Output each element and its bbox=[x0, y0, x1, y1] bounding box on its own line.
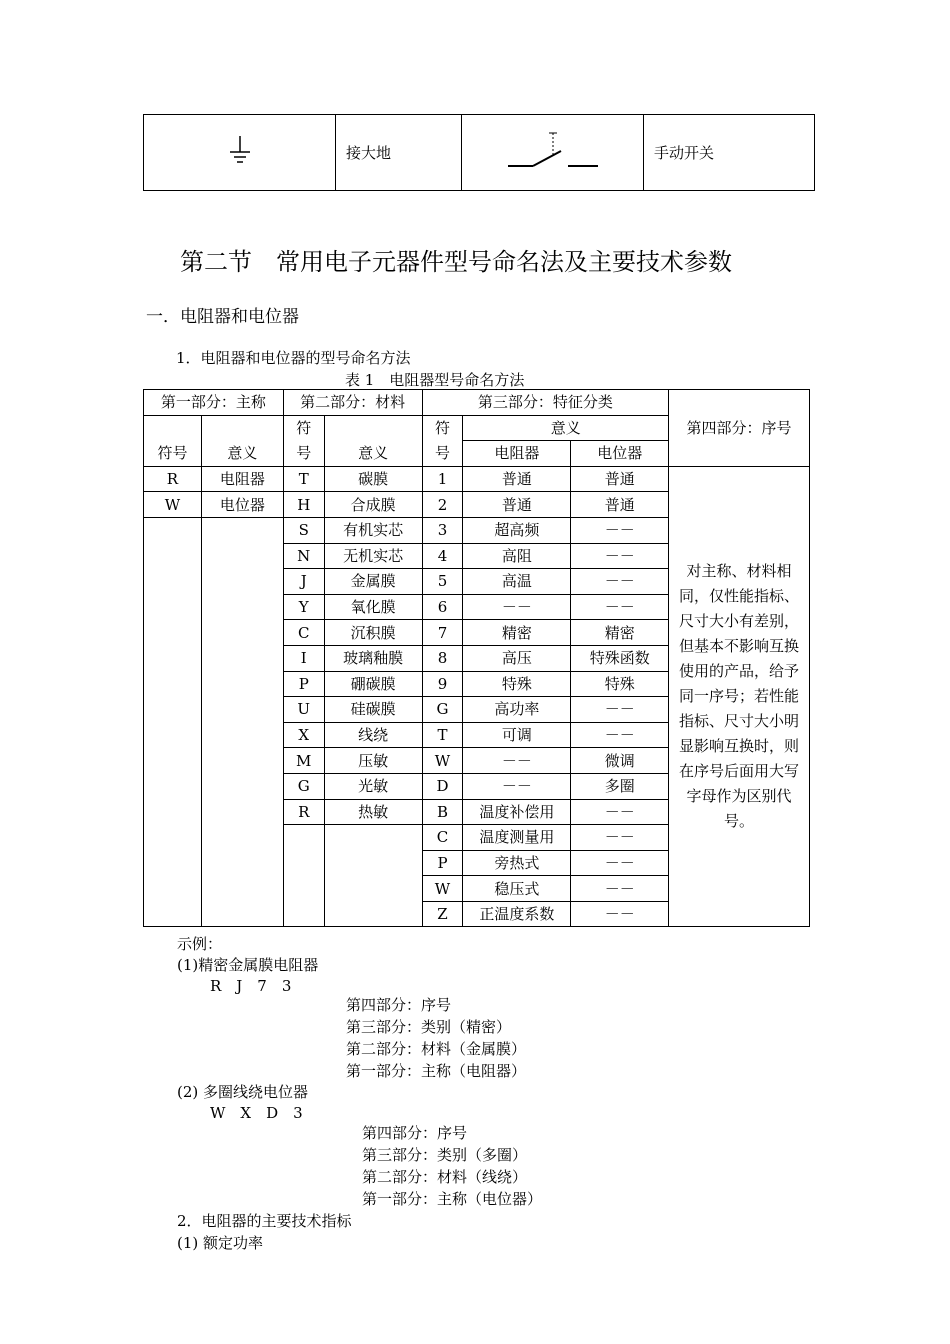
example2-line: 第二部分：材料（线绕） bbox=[362, 1168, 528, 1186]
p2-symbol: H bbox=[283, 492, 324, 518]
p2-meaning: 金属膜 bbox=[324, 569, 422, 595]
p3-potentiometer: 普通 bbox=[571, 492, 669, 518]
p2-symbol: I bbox=[283, 645, 324, 671]
p3-symbol: C bbox=[422, 825, 463, 851]
example2-line: 第四部分：序号 bbox=[362, 1124, 468, 1142]
part4-header: 第四部分：序号 bbox=[669, 390, 810, 467]
ground-symbol-cell bbox=[144, 115, 336, 191]
p2-symbol: U bbox=[283, 697, 324, 723]
p3-potentiometer: －－ bbox=[571, 799, 669, 825]
p2-meaning: 热敏 bbox=[324, 799, 422, 825]
p3-potentiometer: －－ bbox=[571, 569, 669, 595]
p3-resistor: 正温度系数 bbox=[463, 901, 571, 927]
p3-potentiometer: －－ bbox=[571, 594, 669, 620]
p3-resistor: 高压 bbox=[463, 645, 571, 671]
p3-resistor: 可调 bbox=[463, 722, 571, 748]
p2-symbol: Y bbox=[283, 594, 324, 620]
example1-line: 第三部分：类别（精密） bbox=[346, 1018, 512, 1036]
p3-resistor: 精密 bbox=[463, 620, 571, 646]
p3-potentiometer: －－ bbox=[571, 901, 669, 927]
p2-meaning: 合成膜 bbox=[324, 492, 422, 518]
p3-symbol: D bbox=[422, 773, 463, 799]
example2-line: 第三部分：类别（多圈） bbox=[362, 1146, 528, 1164]
p2-symbol: M bbox=[283, 748, 324, 774]
p3-symbol: 7 bbox=[422, 620, 463, 646]
p3-symbol: W bbox=[422, 876, 463, 902]
manual-switch-icon bbox=[503, 129, 603, 173]
section-title: 第二节 常用电子元器件型号命名法及主要技术参数 bbox=[180, 248, 732, 276]
p3-resistor: 旁热式 bbox=[463, 850, 571, 876]
part3-header: 第三部分：特征分类 bbox=[422, 390, 669, 416]
heading-resistors: 一．电阻器和电位器 bbox=[146, 307, 299, 327]
p1-symbol: R bbox=[144, 466, 202, 492]
p3-symbol: 5 bbox=[422, 569, 463, 595]
p3-potentiometer: －－ bbox=[571, 722, 669, 748]
p2-symbol: T bbox=[283, 466, 324, 492]
p3-potentiometer: －－ bbox=[571, 876, 669, 902]
p2-symbol: X bbox=[283, 722, 324, 748]
p3-symbol: B bbox=[422, 799, 463, 825]
p3-symbol: 2 bbox=[422, 492, 463, 518]
potentiometer-header: 电位器 bbox=[571, 441, 669, 467]
p3-symbol: W bbox=[422, 748, 463, 774]
meaning-header: 意义 bbox=[201, 441, 283, 467]
switch-label: 手动开关 bbox=[644, 115, 815, 191]
symbol-header: 符号 bbox=[144, 441, 202, 467]
p3-symbol: Z bbox=[422, 901, 463, 927]
p3-resistor: 高功率 bbox=[463, 697, 571, 723]
symbol-table bbox=[143, 114, 815, 191]
p3-resistor: －－ bbox=[463, 773, 571, 799]
p2-meaning: 无机实芯 bbox=[324, 543, 422, 569]
p1-meaning: 电阻器 bbox=[201, 466, 283, 492]
p3-resistor: －－ bbox=[463, 594, 571, 620]
meaning-header: 意义 bbox=[324, 441, 422, 467]
switch-symbol-cell bbox=[462, 115, 644, 191]
p3-symbol: 4 bbox=[422, 543, 463, 569]
p2-meaning: 碳膜 bbox=[324, 466, 422, 492]
example1-code: R J 7 3 bbox=[210, 977, 292, 995]
example1-title: (1)精密金属膜电阻器 bbox=[177, 956, 319, 974]
table-caption: 表 1 电阻器型号命名方法 bbox=[345, 371, 525, 389]
blank bbox=[324, 415, 422, 441]
p3-resistor: 特殊 bbox=[463, 671, 571, 697]
naming-table bbox=[143, 389, 810, 927]
p3-potentiometer: 多圈 bbox=[571, 773, 669, 799]
p1-symbol: W bbox=[144, 492, 202, 518]
p2-meaning: 光敏 bbox=[324, 773, 422, 799]
p1-empty bbox=[201, 517, 283, 927]
p3-potentiometer: －－ bbox=[571, 697, 669, 723]
p2-empty bbox=[283, 825, 324, 927]
part4-description: 对主称、材料相同，仅性能指标、尺寸大小有差别，但基本不影响互换使用的产品，给予同一序号；若性能指标、尺寸大小明显影响互换时，则在序号后面用大写字母作为区别代号。 bbox=[669, 466, 810, 927]
p3-symbol: 1 bbox=[422, 466, 463, 492]
p3-symbol: G bbox=[422, 697, 463, 723]
ground-label: 接大地 bbox=[336, 115, 462, 191]
p3-potentiometer: 微调 bbox=[571, 748, 669, 774]
p2-symbol: S bbox=[283, 517, 324, 543]
example1-line: 第四部分：序号 bbox=[346, 996, 452, 1014]
p2-symbol: G bbox=[283, 773, 324, 799]
p3-resistor: 高阻 bbox=[463, 543, 571, 569]
example1-line: 第一部分：主称（电阻器） bbox=[346, 1062, 527, 1080]
example-label: 示例： bbox=[177, 935, 223, 953]
p3-potentiometer: －－ bbox=[571, 850, 669, 876]
heading-naming-method: 1．电阻器和电位器的型号命名方法 bbox=[176, 349, 411, 367]
part2-header: 第二部分：材料 bbox=[283, 390, 422, 416]
p2-symbol: N bbox=[283, 543, 324, 569]
p3-symbol: 9 bbox=[422, 671, 463, 697]
p3-potentiometer: 精密 bbox=[571, 620, 669, 646]
blank bbox=[201, 415, 283, 441]
p1-meaning: 电位器 bbox=[201, 492, 283, 518]
p3-symbol: T bbox=[422, 722, 463, 748]
symbol-top: 符 bbox=[283, 415, 324, 441]
example2-line: 第一部分：主称（电位器） bbox=[362, 1190, 543, 1208]
example2-title: (2) 多圈线绕电位器 bbox=[177, 1083, 309, 1101]
p3-symbol: 6 bbox=[422, 594, 463, 620]
p2-meaning: 硅碳膜 bbox=[324, 697, 422, 723]
p2-meaning: 玻璃釉膜 bbox=[324, 645, 422, 671]
p3-potentiometer: 特殊函数 bbox=[571, 645, 669, 671]
p3-resistor: 超高频 bbox=[463, 517, 571, 543]
part1-header: 第一部分：主称 bbox=[144, 390, 284, 416]
heading-rated-power: (1) 额定功率 bbox=[177, 1234, 264, 1252]
p2-symbol: J bbox=[283, 569, 324, 595]
example2-code: W X D 3 bbox=[210, 1104, 303, 1122]
p2-symbol: P bbox=[283, 671, 324, 697]
p2-meaning: 氧化膜 bbox=[324, 594, 422, 620]
p1-empty bbox=[144, 517, 202, 927]
p3-resistor: 普通 bbox=[463, 466, 571, 492]
symbol-top: 符 bbox=[422, 415, 463, 441]
p3-potentiometer: －－ bbox=[571, 825, 669, 851]
p3-symbol: 8 bbox=[422, 645, 463, 671]
p3-potentiometer: 普通 bbox=[571, 466, 669, 492]
p3-potentiometer: 特殊 bbox=[571, 671, 669, 697]
p3-resistor: 普通 bbox=[463, 492, 571, 518]
p2-meaning: 沉积膜 bbox=[324, 620, 422, 646]
p3-resistor: 温度测量用 bbox=[463, 825, 571, 851]
meaning-header: 意义 bbox=[463, 415, 669, 441]
example1-line: 第二部分：材料（金属膜） bbox=[346, 1040, 527, 1058]
p2-meaning: 线绕 bbox=[324, 722, 422, 748]
p2-meaning: 硼碳膜 bbox=[324, 671, 422, 697]
heading-tech-specs: 2．电阻器的主要技术指标 bbox=[177, 1212, 352, 1230]
p2-empty bbox=[324, 825, 422, 927]
p3-potentiometer: －－ bbox=[571, 543, 669, 569]
symbol-bottom: 号 bbox=[422, 441, 463, 467]
p2-symbol: R bbox=[283, 799, 324, 825]
p2-meaning: 压敏 bbox=[324, 748, 422, 774]
p3-resistor: －－ bbox=[463, 748, 571, 774]
p3-symbol: P bbox=[422, 850, 463, 876]
blank bbox=[144, 415, 202, 441]
p3-resistor: 温度补偿用 bbox=[463, 799, 571, 825]
p3-potentiometer: －－ bbox=[571, 517, 669, 543]
resistor-header: 电阻器 bbox=[463, 441, 571, 467]
p2-symbol: C bbox=[283, 620, 324, 646]
p3-symbol: 3 bbox=[422, 517, 463, 543]
symbol-bottom: 号 bbox=[283, 441, 324, 467]
p3-resistor: 稳压式 bbox=[463, 876, 571, 902]
p3-resistor: 高温 bbox=[463, 569, 571, 595]
p2-meaning: 有机实芯 bbox=[324, 517, 422, 543]
ground-icon bbox=[225, 134, 255, 168]
